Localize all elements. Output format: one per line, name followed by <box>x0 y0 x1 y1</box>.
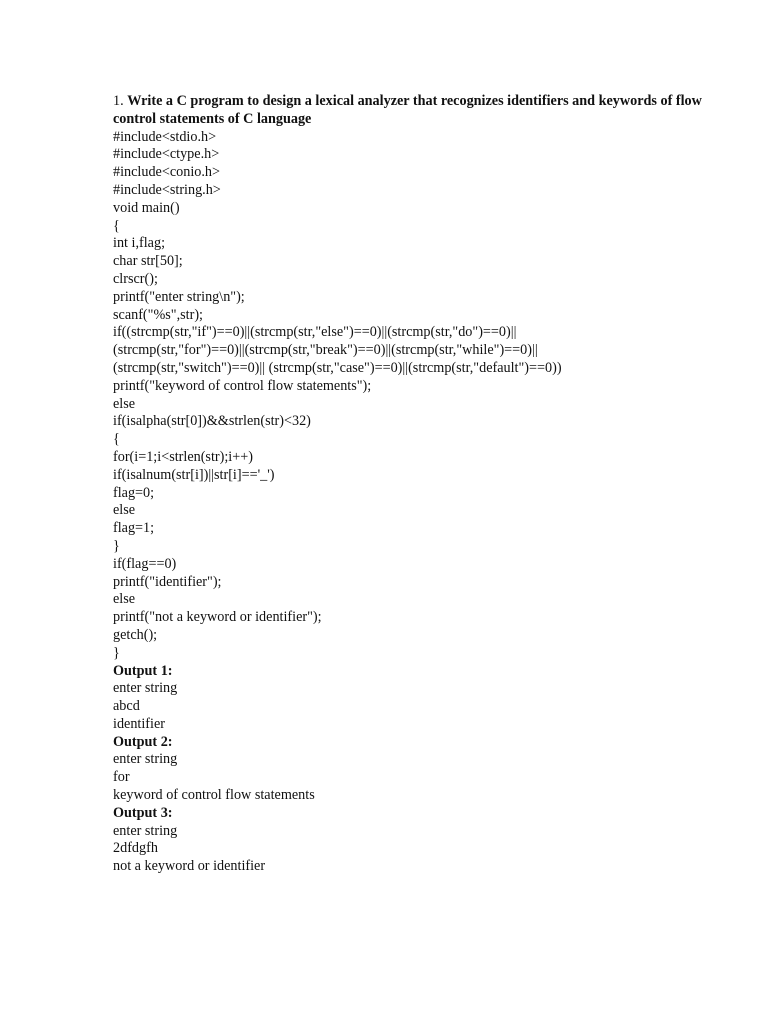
code-line: int i,flag; <box>113 235 166 252</box>
code-line: printf("not a keyword or identifier"); <box>113 609 322 626</box>
code-line: } <box>113 644 120 661</box>
output-line: enter string <box>113 751 178 768</box>
code-line: (strcmp(str,"for")==0)||(strcmp(str,"break")==0)||(strcmp(str,"while")==0)|| <box>113 342 538 359</box>
output-line: enter string <box>113 680 178 697</box>
code-line: #include<stdio.h> <box>113 128 217 145</box>
output-line: abcd <box>113 698 140 715</box>
output-section-3 <box>113 805 733 876</box>
code-line: #include<string.h> <box>113 181 221 198</box>
code-listing <box>113 129 733 663</box>
code-line: scanf("%s",str); <box>113 306 203 323</box>
code-line: if(isalpha(str[0])&&strlen(str)<32) <box>113 413 311 430</box>
code-line: getch(); <box>113 626 158 643</box>
code-line: #include<conio.h> <box>113 164 221 181</box>
code-line: char str[50]; <box>113 253 183 270</box>
output-section-2 <box>113 734 733 805</box>
code-line: for(i=1;i<strlen(str);i++) <box>113 448 253 465</box>
output-line: keyword of control flow statements <box>113 787 315 804</box>
code-line: else <box>113 591 136 608</box>
question-number: 1. <box>113 93 124 109</box>
output-section-1 <box>113 663 733 734</box>
code-line: else <box>113 395 136 412</box>
output-line: enter string <box>113 822 178 839</box>
code-line: printf("enter string\n"); <box>113 288 245 305</box>
code-line: clrscr(); <box>113 270 158 287</box>
code-line: #include<ctype.h> <box>113 146 220 163</box>
question-title: Write a C program to design a lexical analyzer that recognizes identifiers and keywords of flow control statements of C language <box>113 93 702 127</box>
output-line: 2dfdgfh <box>113 840 158 857</box>
output-line: for <box>113 769 130 786</box>
code-line: if(flag==0) <box>113 555 177 572</box>
output-line: not a keyword or identifier <box>113 858 266 875</box>
code-line: flag=0; <box>113 484 155 501</box>
code-line: printf("keyword of control flow statements"); <box>113 377 372 394</box>
output-line: identifier <box>113 715 165 732</box>
code-line: (strcmp(str,"switch")==0)|| (strcmp(str,"case")==0)||(strcmp(str,"default")==0)) <box>113 359 562 376</box>
code-line: } <box>113 537 120 554</box>
code-line: void main() <box>113 199 180 216</box>
code-line: else <box>113 502 136 519</box>
output-title: Output 2: <box>113 733 173 750</box>
output-title: Output 1: <box>113 662 173 679</box>
code-line: flag=1; <box>113 520 155 537</box>
document-content <box>113 93 733 876</box>
code-line: printf("identifier"); <box>113 573 222 590</box>
code-line: { <box>113 431 120 448</box>
code-line: if((strcmp(str,"if")==0)||(strcmp(str,"else")==0)||(strcmp(str,"do")==0)|| <box>113 324 517 341</box>
question-heading <box>113 93 733 129</box>
code-line: if(isalnum(str[i])||str[i]=='_') <box>113 466 275 483</box>
code-line: { <box>113 217 120 234</box>
output-title: Output 3: <box>113 804 173 821</box>
